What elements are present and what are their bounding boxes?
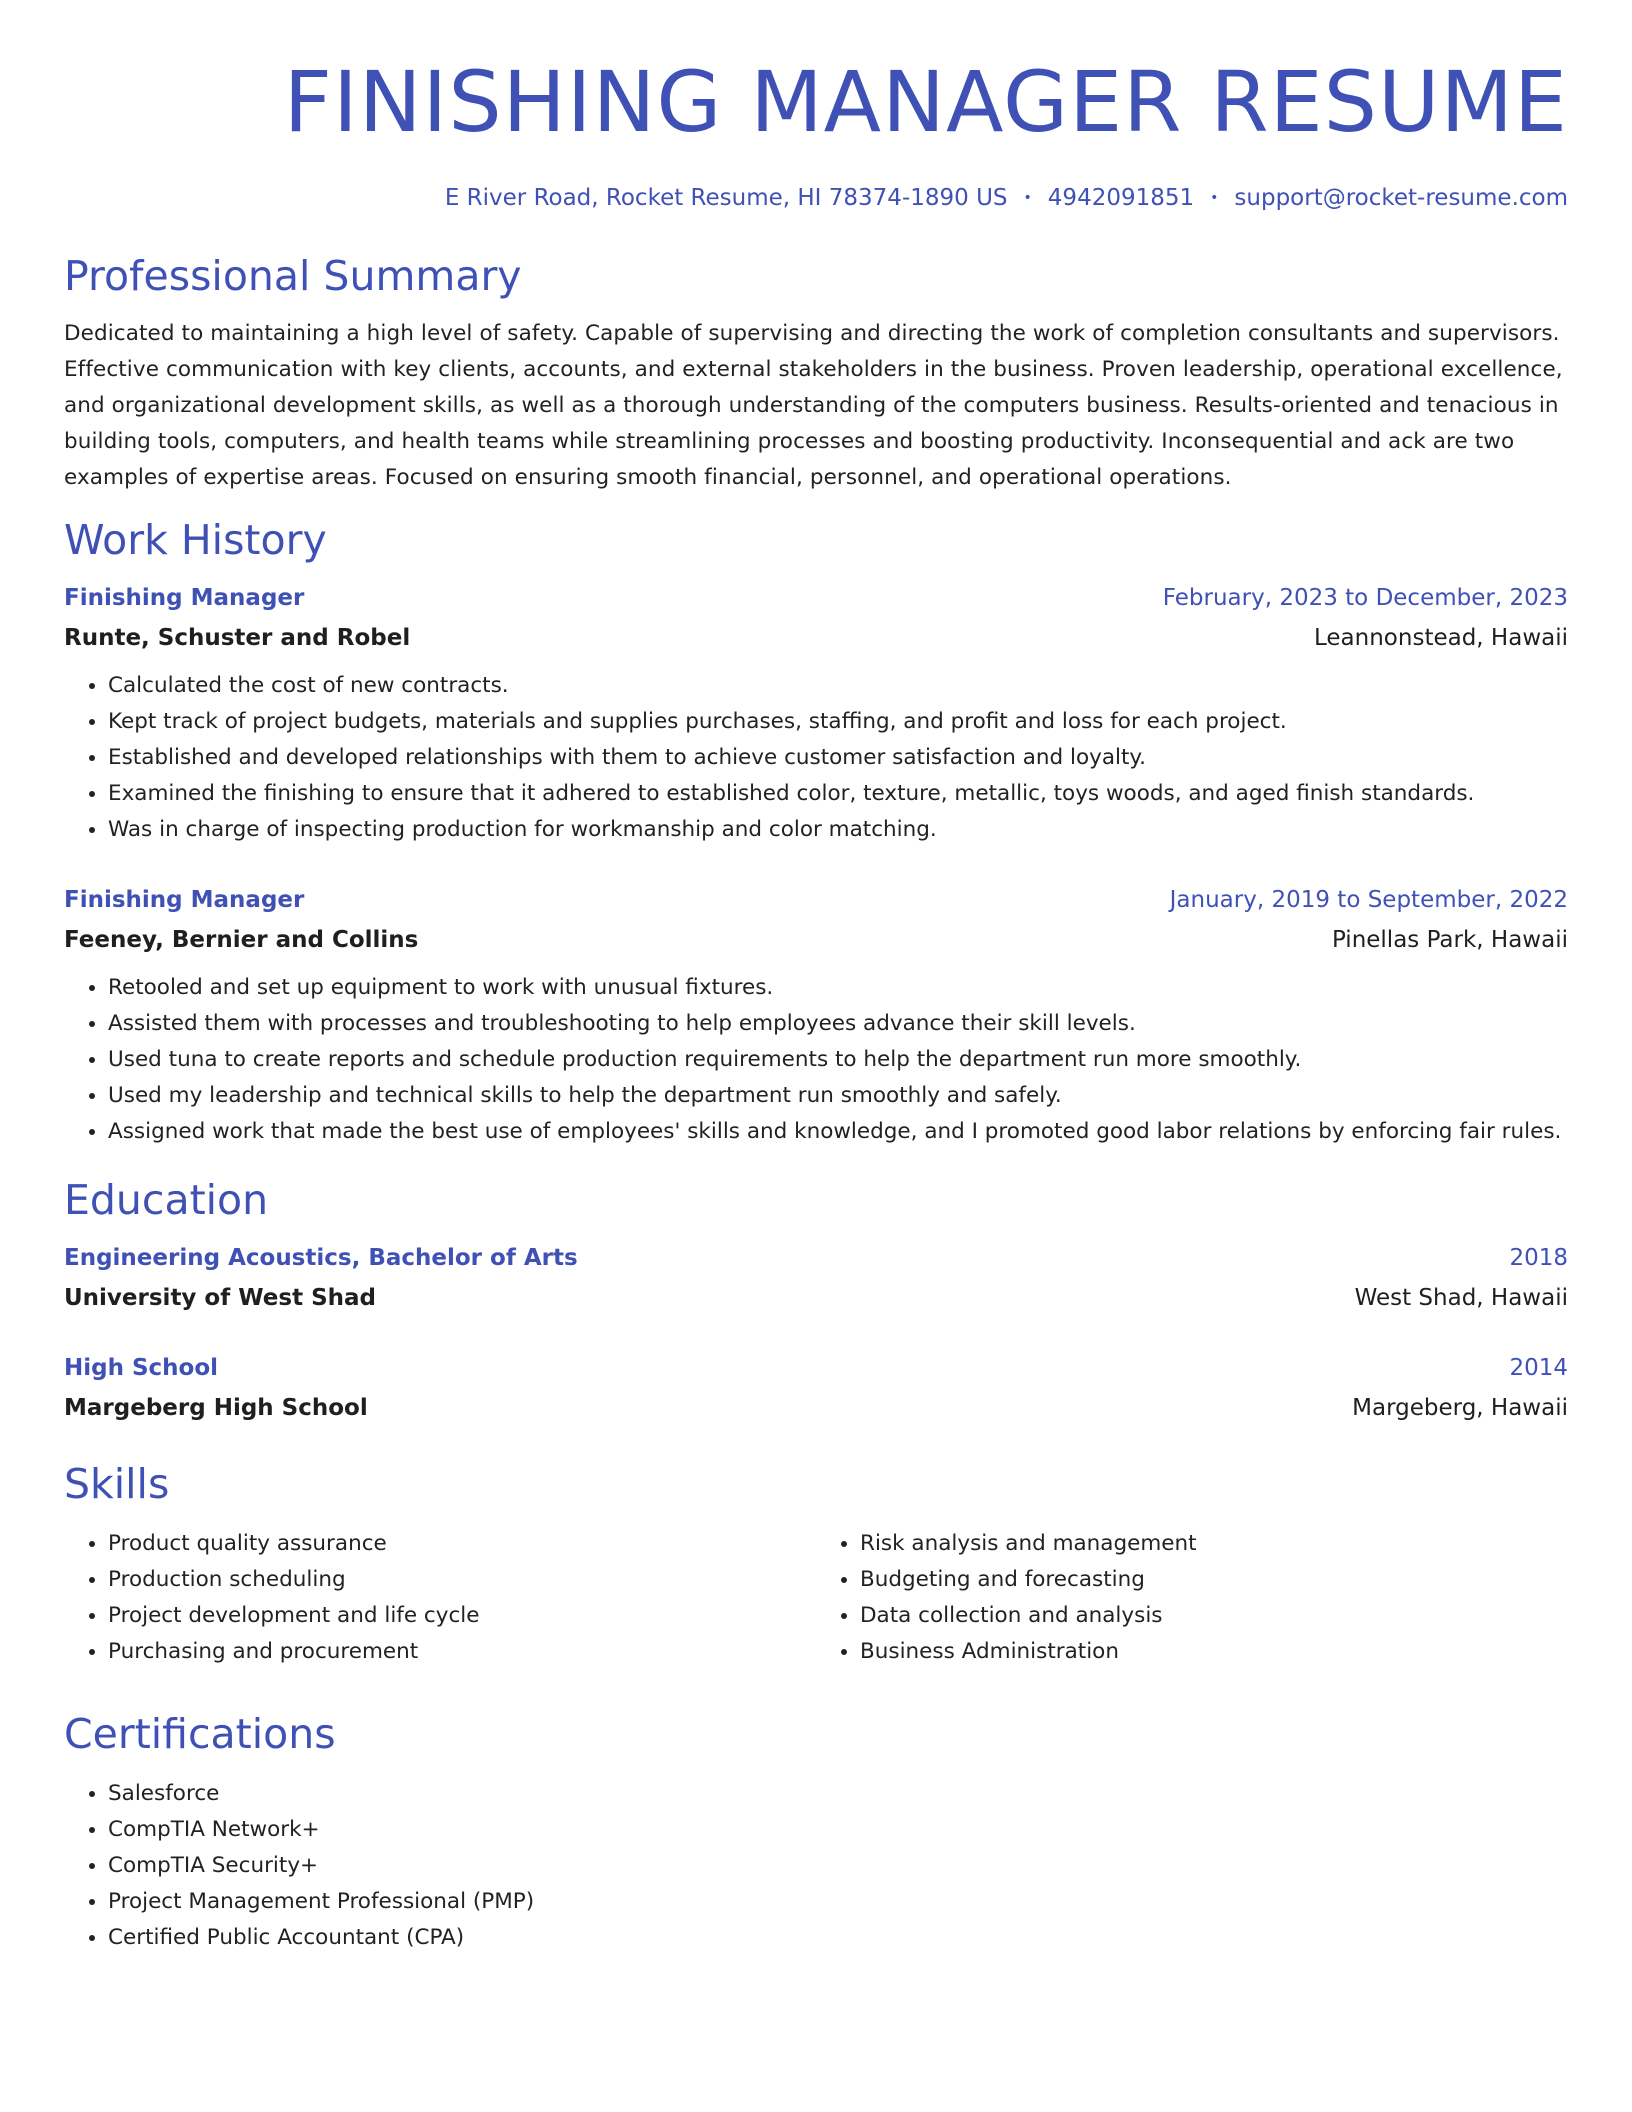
education-entry <box>64 1242 1568 1314</box>
skill-item: • Business Administration <box>860 1634 1568 1670</box>
contact-phone: 4942091851 <box>1047 185 1195 211</box>
job-bullet: • Kept track of project budgets, materials and supplies purchases, staffing, and profit and loss for each project. <box>108 704 1568 740</box>
education-degree: High School <box>64 1355 219 1381</box>
job-role: Finishing Manager <box>64 585 305 611</box>
job-bullet: • Assigned work that made the best use of employees' skills and knowledge, and I promoted good labor relations by enforcing fair rules. <box>108 1114 1568 1150</box>
skills-list-right <box>816 1526 1568 1670</box>
job-bullets <box>64 970 1568 1150</box>
job-bullet: • Established and developed relationships with them to achieve customer satisfaction and loyalty. <box>108 740 1568 776</box>
job-dates: February, 2023 to December, 2023 <box>1162 585 1568 611</box>
job-bullet: • Calculated the cost of new contracts. <box>108 668 1568 704</box>
job-location: Pinellas Park, Hawaii <box>1331 927 1568 953</box>
education-header <box>64 1242 1568 1274</box>
job-role: Finishing Manager <box>64 887 305 913</box>
job-bullet: • Retooled and set up equipment to work with unusual fixtures. <box>108 970 1568 1006</box>
summary-text: Dedicated to maintaining a high level of safety. Capable of supervising and directing the work of completion consultants and supervisors. Effective communication with key clients, accounts, and external stakeholders in the business. Proven leadership, operational excellence, and organizational development skills, as well as a thorough understanding of the computers business. Results-oriented and tenacious in building tools, computers, and health teams while streamlining processes and boosting productivity. Inconsequential and ack are two examples of expertise areas. Focused on ensuring smooth financial, personnel, and operational operations. <box>64 321 1563 490</box>
contact-address: E River Road, Rocket Resume, HI 78374-1890 US <box>444 185 1008 211</box>
skill-item: • Risk analysis and management <box>860 1526 1568 1562</box>
education-school: Margeberg High School <box>64 1395 368 1421</box>
section-title-certifications: Certifications <box>64 1710 336 1758</box>
section-title-work: Work History <box>64 516 327 564</box>
job-subheader <box>64 622 1568 654</box>
job-bullets <box>64 668 1568 848</box>
resume-title: FINISHING MANAGER RESUME <box>283 53 1568 151</box>
job-location: Leannonstead, Hawaii <box>1314 625 1568 651</box>
skills-list-left <box>64 1526 816 1670</box>
job-bullet: • Assisted them with processes and troubleshooting to help employees advance their skill levels. <box>108 1006 1568 1042</box>
education-year: 2014 <box>1509 1355 1568 1381</box>
education-degree: Engineering Acoustics, Bachelor of Arts <box>64 1245 578 1271</box>
job-bullet: • Examined the finishing to ensure that it adhered to established color, texture, metallic, toys woods, and aged finish standards. <box>108 776 1568 812</box>
skill-item: • Budgeting and forecasting <box>860 1562 1568 1598</box>
contact-line <box>64 184 1568 212</box>
certification-item: • Salesforce <box>108 1776 1568 1812</box>
job-bullet: • Was in charge of inspecting production for workmanship and color matching. <box>108 812 1568 848</box>
education-subheader <box>64 1282 1568 1314</box>
education-location: West Shad, Hawaii <box>1354 1285 1568 1311</box>
job-header <box>64 582 1568 614</box>
certification-item: • CompTIA Security+ <box>108 1848 1568 1884</box>
skill-item: • Project development and life cycle <box>108 1598 816 1634</box>
skill-item: • Product quality assurance <box>108 1526 816 1562</box>
job-bullet: • Used tuna to create reports and schedule production requirements to help the department run more smoothly. <box>108 1042 1568 1078</box>
job-company: Feeney, Bernier and Collins <box>64 927 419 953</box>
section-title-summary: Professional Summary <box>64 252 522 300</box>
contact-email: support@rocket-resume.com <box>1234 185 1568 211</box>
education-location: Margeberg, Hawaii <box>1352 1395 1568 1421</box>
skill-item: • Data collection and analysis <box>860 1598 1568 1634</box>
section-title-skills: Skills <box>64 1460 170 1508</box>
certification-item: • Project Management Professional (PMP) <box>108 1884 1568 1920</box>
job-subheader <box>64 924 1568 956</box>
certification-item: • CompTIA Network+ <box>108 1812 1568 1848</box>
skill-item: • Production scheduling <box>108 1562 816 1598</box>
education-entry <box>64 1352 1568 1424</box>
contact-separator: • <box>1210 190 1219 206</box>
education-school: University of West Shad <box>64 1285 377 1311</box>
job-dates: January, 2019 to September, 2022 <box>1169 887 1568 913</box>
job-company: Runte, Schuster and Robel <box>64 625 411 651</box>
education-header <box>64 1352 1568 1384</box>
job-entry <box>64 884 1568 1150</box>
contact-separator: • <box>1023 190 1032 206</box>
section-title-education: Education <box>64 1176 269 1224</box>
job-bullet: • Used my leadership and technical skills to help the department run smoothly and safely. <box>108 1078 1568 1114</box>
certifications-list <box>64 1776 1568 1956</box>
certification-item: • Certified Public Accountant (CPA) <box>108 1920 1568 1956</box>
education-subheader <box>64 1392 1568 1424</box>
skills-columns <box>64 1526 1568 1670</box>
skill-item: • Purchasing and procurement <box>108 1634 816 1670</box>
job-header <box>64 884 1568 916</box>
job-entry <box>64 582 1568 848</box>
education-year: 2018 <box>1509 1245 1568 1271</box>
